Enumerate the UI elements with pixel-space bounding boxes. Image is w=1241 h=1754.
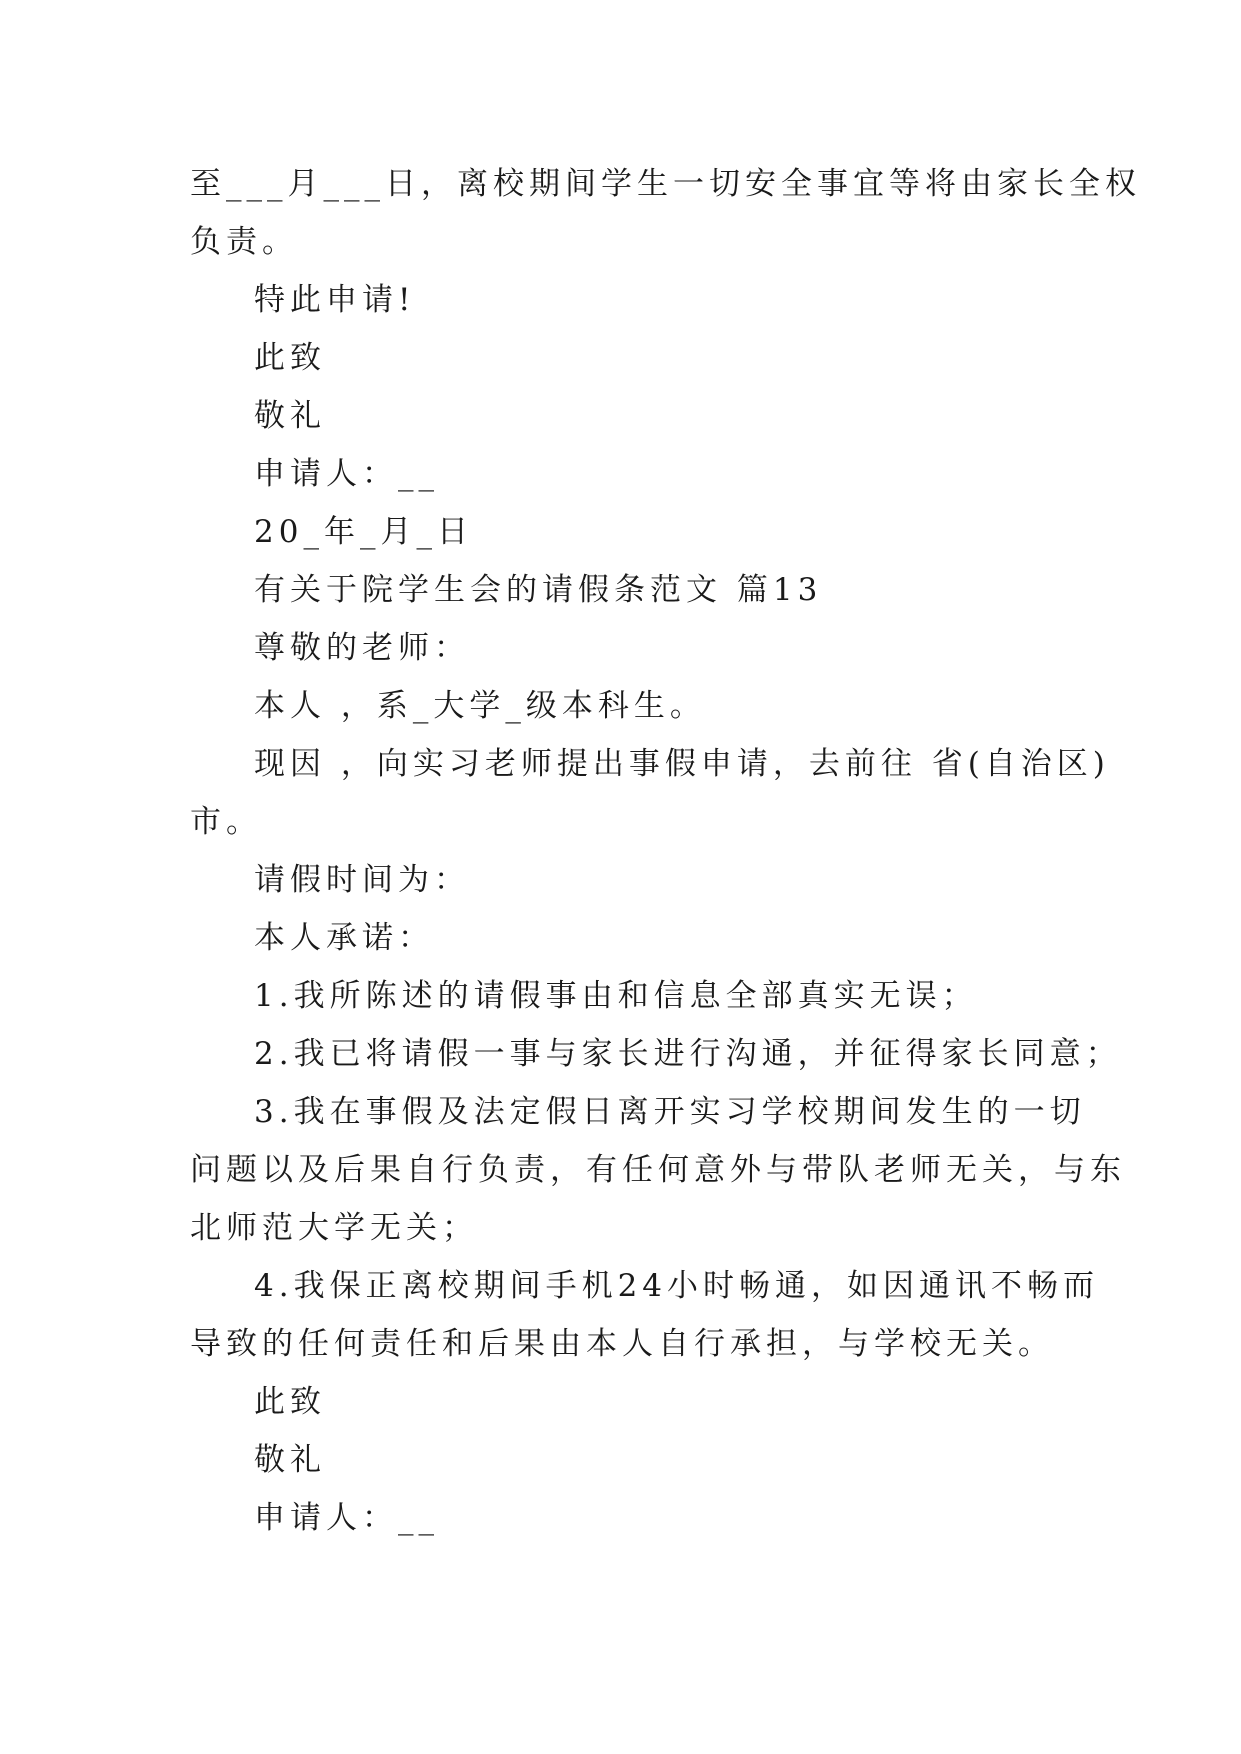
text-line: 本人承诺： (254, 920, 434, 956)
closing-line: 此致 (254, 340, 326, 376)
text-line: 现因 ，向实习老师提出事假申请，去前往 省(自治区) (254, 746, 1110, 782)
section-title: 有关于院学生会的请假条范文 篇13 (254, 572, 823, 608)
applicant-line: 申请人：__ (254, 1500, 439, 1536)
salutation: 尊敬的老师： (254, 630, 470, 666)
closing-line: 敬礼 (254, 398, 326, 434)
text-line: 市。 (190, 804, 262, 840)
list-item: 2.我已将请假一事与家长进行沟通，并征得家长同意； (254, 1036, 1122, 1072)
list-item-continuation: 问题以及后果自行负责，有任何意外与带队老师无关，与东 (190, 1152, 1126, 1188)
list-item-continuation: 导致的任何责任和后果由本人自行承担，与学校无关。 (190, 1326, 1054, 1362)
text-line: 负责。 (190, 224, 298, 260)
text-line: 特此申请! (254, 282, 416, 318)
list-item-continuation: 北师范大学无关； (190, 1210, 478, 1246)
text-line: 请假时间为： (254, 862, 470, 898)
closing-line: 此致 (254, 1384, 326, 1420)
text-line: 至___月___日，离校期间学生一切安全事宜等将由家长全权 (190, 166, 1141, 202)
closing-line: 敬礼 (254, 1442, 326, 1478)
date-line: 20_年_月_日 (254, 514, 473, 550)
text-line: 本人 ，系_大学_级本科生。 (254, 688, 706, 724)
document-body (190, 155, 1141, 1547)
list-item: 1.我所陈述的请假事由和信息全部真实无误； (254, 978, 978, 1014)
list-item: 3.我在事假及法定假日离开实习学校期间发生的一切 (254, 1094, 1086, 1130)
list-item: 4.我保正离校期间手机24小时畅通，如因通讯不畅而 (254, 1268, 1100, 1304)
applicant-line: 申请人：__ (254, 456, 439, 492)
